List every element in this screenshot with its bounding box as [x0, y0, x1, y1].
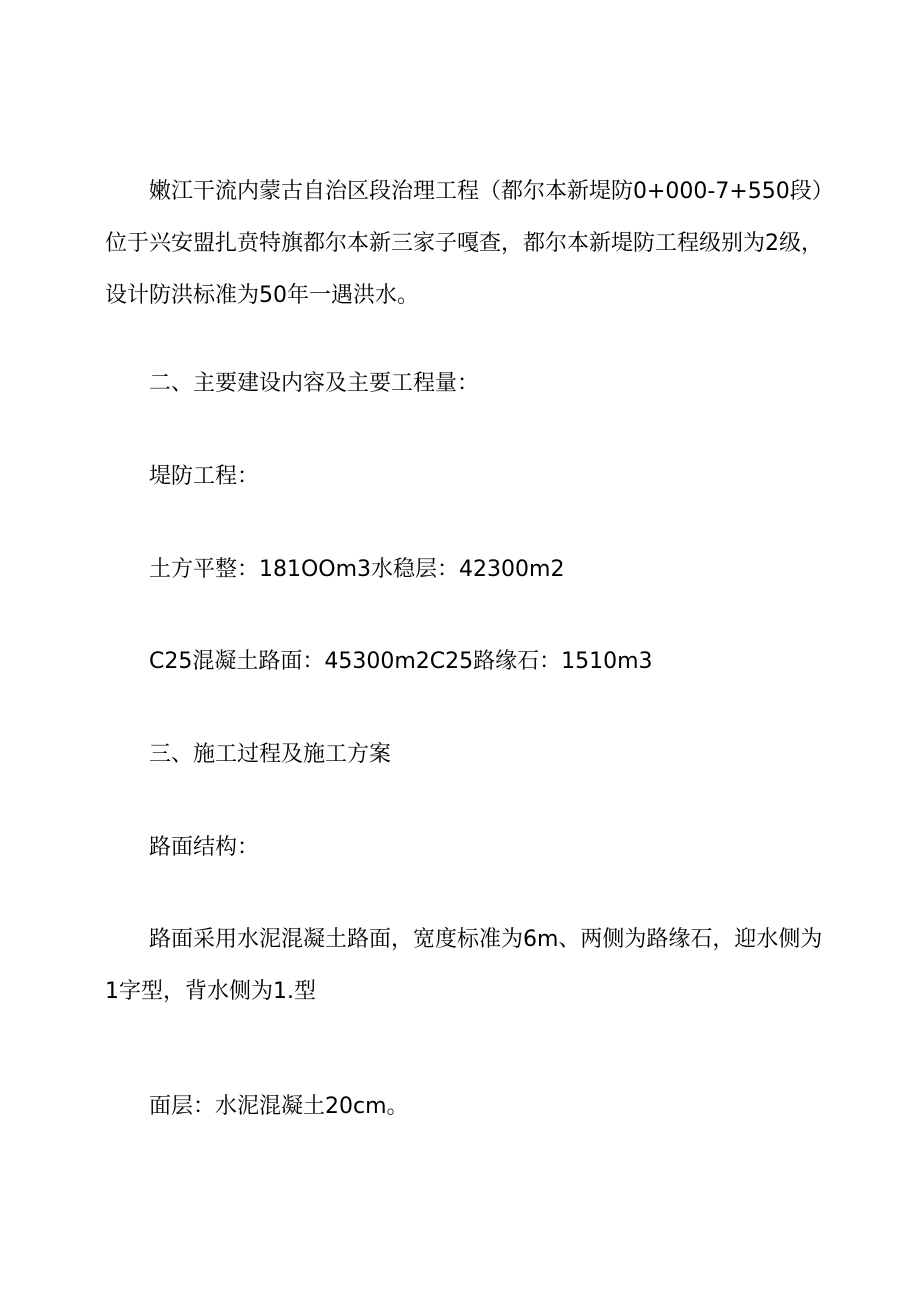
subheading-pavement-structure: 路面结构：	[149, 835, 260, 860]
subheading-embankment: 堤防工程：	[149, 464, 260, 489]
concrete-quantity-line: C25混凝土路面：45300m2C25路缘石：1510m3	[149, 649, 653, 674]
section-heading-main-content: 二、主要建设内容及主要工程量：	[149, 371, 480, 396]
surface-layer-line: 面层：水泥混凝土20cm。	[149, 1094, 409, 1119]
section-heading-construction: 三、施工过程及施工方案	[149, 742, 392, 767]
project-overview-paragraph: 嫩江干流内蒙古自治区段治理工程（都尔本新堤防0+000-7+550段）位于兴安盟扎贲特旗都尔本新三家子嘎查，都尔本新堤防工程级别为2级，设计防洪标准为50年一遇洪水。	[105, 179, 834, 308]
pavement-description-paragraph: 路面采用水泥混凝土路面，宽度标准为6m、两侧为路缘石，迎水侧为1字型，背水侧为1.型	[105, 927, 823, 1004]
earthwork-quantity-line: 土方平整：181OOm3水稳层：42300m2	[149, 557, 565, 582]
